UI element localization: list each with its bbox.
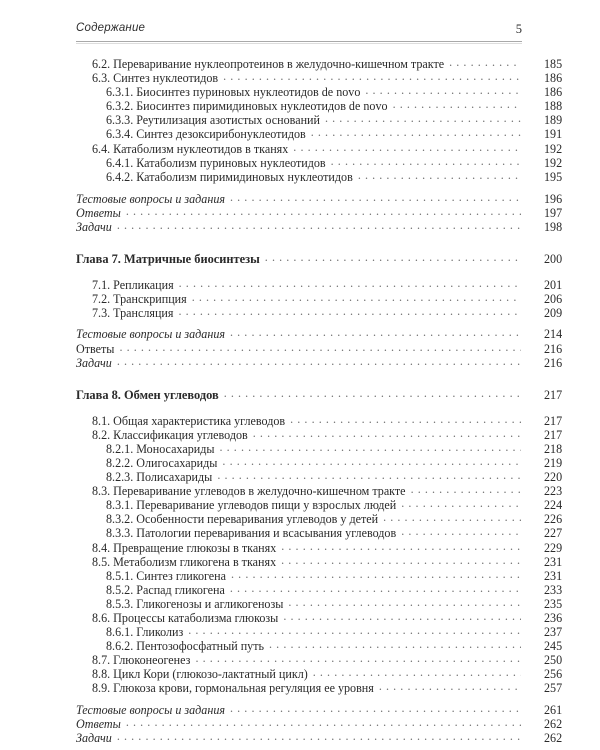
toc-entry-label: Тестовые вопросы и задания [76, 702, 226, 717]
dot-leader [311, 125, 521, 137]
toc-entry-label: 7.1. Репликация [92, 278, 174, 293]
dot-leader [223, 69, 521, 81]
toc-entry-page-number: 192 [544, 141, 563, 156]
toc-entry-page-number: 191 [544, 127, 563, 142]
toc-entry-label: 8.2.2. Олигосахариды [106, 455, 218, 470]
dot-leader [222, 454, 521, 466]
toc-entry[interactable] [0, 731, 600, 745]
toc-entry-label: Тестовые вопросы и задания [76, 327, 226, 342]
toc-chapter-entry[interactable] [0, 251, 600, 267]
dot-leader [230, 325, 521, 337]
toc-entry-label: 8.3.1. Переваривание углеводов пищи у взрослых людей [106, 498, 397, 513]
dot-leader [281, 553, 521, 565]
toc-entry-label: 8.2.1. Моносахариды [106, 441, 215, 456]
dot-leader [325, 111, 521, 123]
toc-entry-label: 7.2. Транскрипция [92, 292, 187, 307]
toc-entry-page-number: 216 [544, 355, 563, 370]
running-head-title: Содержание [76, 22, 146, 34]
toc-entry-page-number: 217 [544, 427, 563, 442]
dot-leader [281, 539, 521, 551]
toc-entry-label: 8.4. Превращение глюкозы в тканях [92, 540, 277, 555]
toc-entry-page-number: 197 [544, 205, 563, 220]
toc-entry-label: 6.4. Катаболизм нуклеотидов в тканях [92, 141, 289, 156]
toc-entry-page-number: 198 [544, 220, 563, 235]
toc-entry-label: 8.5.3. Гликогенозы и агликогенозы [106, 596, 284, 611]
dot-leader [383, 510, 521, 522]
dot-leader [117, 218, 521, 230]
toc-entry-label: 6.4.2. Катаболизм пиримидиновых нуклеотидов [106, 169, 353, 184]
dot-leader [288, 595, 521, 607]
toc-entry-page-number: 245 [544, 639, 563, 654]
toc-entry-page-number: 219 [544, 455, 563, 470]
toc-entry-page-number: 214 [544, 327, 563, 342]
dot-leader [393, 97, 521, 109]
dot-leader [313, 665, 521, 677]
toc-entry-label: 8.3.3. Патологии переваривания и всасывания углеводов [106, 526, 397, 541]
toc-entry-page-number: 217 [544, 413, 563, 428]
toc-entry-label: Ответы [76, 205, 121, 220]
toc-entry[interactable] [0, 356, 600, 370]
toc-entry-label: 6.3.4. Синтез дезоксирибонуклеотидов [106, 127, 306, 142]
toc-entry-label: Тестовые вопросы и задания [76, 191, 226, 206]
dot-leader [401, 496, 521, 508]
toc-entry-label: 8.5.1. Синтез гликогена [106, 568, 227, 583]
toc-entry-page-number: 220 [544, 470, 563, 485]
toc-entry-label: 6.2. Переваривание нуклеопротеинов в желудочно-кишечном тракте [92, 57, 445, 71]
dot-leader [265, 249, 521, 261]
toc-entry-label: 6.3. Синтез нуклеотидов [92, 71, 219, 86]
toc-entry-label: 8.1. Общая характеристика углеводов [92, 413, 286, 428]
toc-entry-page-number: 189 [544, 113, 563, 128]
dot-leader [293, 140, 521, 152]
dot-leader [411, 482, 521, 494]
toc-entry-label: Глава 7. Матричные биосинтезы [76, 252, 260, 267]
table-of-contents [0, 57, 600, 745]
toc-entry-page-number: 250 [544, 653, 563, 668]
dot-leader [358, 168, 521, 180]
toc-entry-label: Задачи [76, 220, 112, 235]
toc-entry-page-number: 261 [544, 702, 563, 717]
toc-entry-page-number: 233 [544, 582, 563, 597]
running-head [76, 22, 522, 42]
toc-entry-label: 8.5. Метаболизм гликогена в тканях [92, 554, 277, 569]
dot-leader [253, 426, 521, 438]
dot-leader [224, 385, 521, 397]
toc-entry-page-number: 224 [544, 498, 563, 513]
toc-entry-page-number: 185 [544, 57, 563, 71]
toc-entry-page-number: 229 [544, 540, 563, 555]
toc-entry[interactable] [0, 220, 600, 234]
toc-entry[interactable] [0, 170, 600, 184]
toc-entry[interactable] [0, 681, 600, 695]
dot-leader [290, 412, 521, 424]
toc-entry-label: Ответы [76, 716, 121, 731]
toc-entry-page-number: 235 [544, 596, 563, 611]
toc-entry-page-number: 216 [544, 341, 563, 356]
toc-entry-page-number: 209 [544, 306, 563, 321]
dot-leader [230, 190, 521, 202]
toc-entry-page-number: 237 [544, 625, 563, 640]
dot-leader [126, 715, 521, 727]
toc-entry-page-number: 186 [544, 85, 563, 100]
toc-chapter-entry[interactable] [0, 387, 600, 403]
toc-entry-page-number: 227 [544, 526, 563, 541]
dot-leader [178, 304, 521, 316]
toc-entry-label: 8.5.2. Распад гликогена [106, 582, 225, 597]
toc-entry-page-number: 256 [544, 667, 563, 682]
toc-entry[interactable] [0, 306, 600, 320]
toc-entry-label: 8.3. Переваривание углеводов в желудочно-кишечном тракте [92, 484, 406, 499]
toc-entry-label: 6.3.2. Биосинтез пиримидиновых нуклеотидов de novo [106, 99, 388, 114]
toc-entry-page-number: 223 [544, 484, 563, 499]
toc-entry-label: 8.3.2. Особенности переваривания углеводов у детей [106, 512, 379, 527]
toc-entry-label: 8.6.2. Пентозофосфатный путь [106, 639, 265, 654]
toc-entry-page-number: 195 [544, 169, 563, 184]
toc-entry-page-number: 231 [544, 568, 563, 583]
toc-entry-page-number: 192 [544, 155, 563, 170]
dot-leader [379, 679, 521, 691]
dot-leader [365, 83, 521, 95]
toc-entry-page-number: 262 [544, 730, 563, 745]
toc-entry-label: 8.6.1. Гликолиз [106, 625, 184, 640]
toc-entry-page-number: 201 [544, 278, 563, 293]
toc-entry-label: 8.9. Глюкоза крови, гормональная регуляция ее уровня [92, 681, 374, 696]
toc-entry-label: Ответы [76, 341, 115, 356]
dot-leader [117, 354, 521, 366]
toc-entry-label: 6.3.3. Реутилизация азотистых оснований [106, 113, 320, 128]
dot-leader [195, 651, 521, 663]
toc-entry-page-number: 262 [544, 716, 563, 731]
dot-leader [231, 567, 521, 579]
toc-entry-page-number: 206 [544, 292, 563, 307]
toc-entry-label: 7.3. Трансляция [92, 306, 174, 321]
toc-entry-page-number: 218 [544, 441, 563, 456]
toc-entry-page-number: 186 [544, 71, 563, 86]
header-rule-secondary [76, 43, 522, 44]
toc-entry-page-number: 188 [544, 99, 563, 114]
toc-entry-label: Задачи [76, 730, 112, 745]
dot-leader [192, 290, 521, 302]
toc-entry-label: 8.6. Процессы катаболизма глюкозы [92, 611, 279, 625]
dot-leader [283, 609, 521, 621]
toc-entry-page-number: 196 [544, 191, 563, 206]
dot-leader [220, 440, 522, 452]
toc-entry-label: 8.2. Классификация углеводов [92, 427, 248, 442]
toc-entry-label: Задачи [76, 355, 112, 370]
dot-leader [188, 623, 521, 635]
dot-leader [269, 637, 521, 649]
dot-leader [117, 729, 521, 741]
dot-leader [179, 276, 521, 288]
toc-entry-page-number: 226 [544, 512, 563, 527]
toc-entry-page-number: 236 [544, 611, 563, 625]
toc-entry-page-number: 257 [544, 681, 563, 696]
dot-leader [401, 524, 521, 536]
toc-entry-label: 6.3.1. Биосинтез пуриновых нуклеотидов de novo [106, 85, 361, 100]
toc-entry-page-number: 200 [544, 252, 563, 267]
dot-leader [449, 55, 521, 67]
toc-entry-label: Глава 8. Обмен углеводов [76, 387, 219, 402]
dot-leader [217, 468, 521, 480]
dot-leader [230, 581, 521, 593]
dot-leader [331, 154, 521, 166]
toc-entry-label: 8.8. Цикл Кори (глюкозо-лактатный цикл) [92, 667, 308, 682]
dot-leader [126, 204, 521, 216]
page-folio-number: 5 [515, 22, 522, 36]
toc-entry-label: 6.4.1. Катаболизм пуриновых нуклеотидов [106, 155, 326, 170]
toc-entry-label: 8.2.3. Полисахариды [106, 470, 213, 485]
dot-leader [119, 340, 521, 352]
dot-leader [230, 701, 521, 713]
header-rule [76, 41, 522, 42]
toc-entry-page-number: 217 [544, 387, 563, 402]
toc-entry-label: 8.7. Глюконеогенез [92, 653, 191, 668]
toc-entry-page-number: 231 [544, 554, 563, 569]
